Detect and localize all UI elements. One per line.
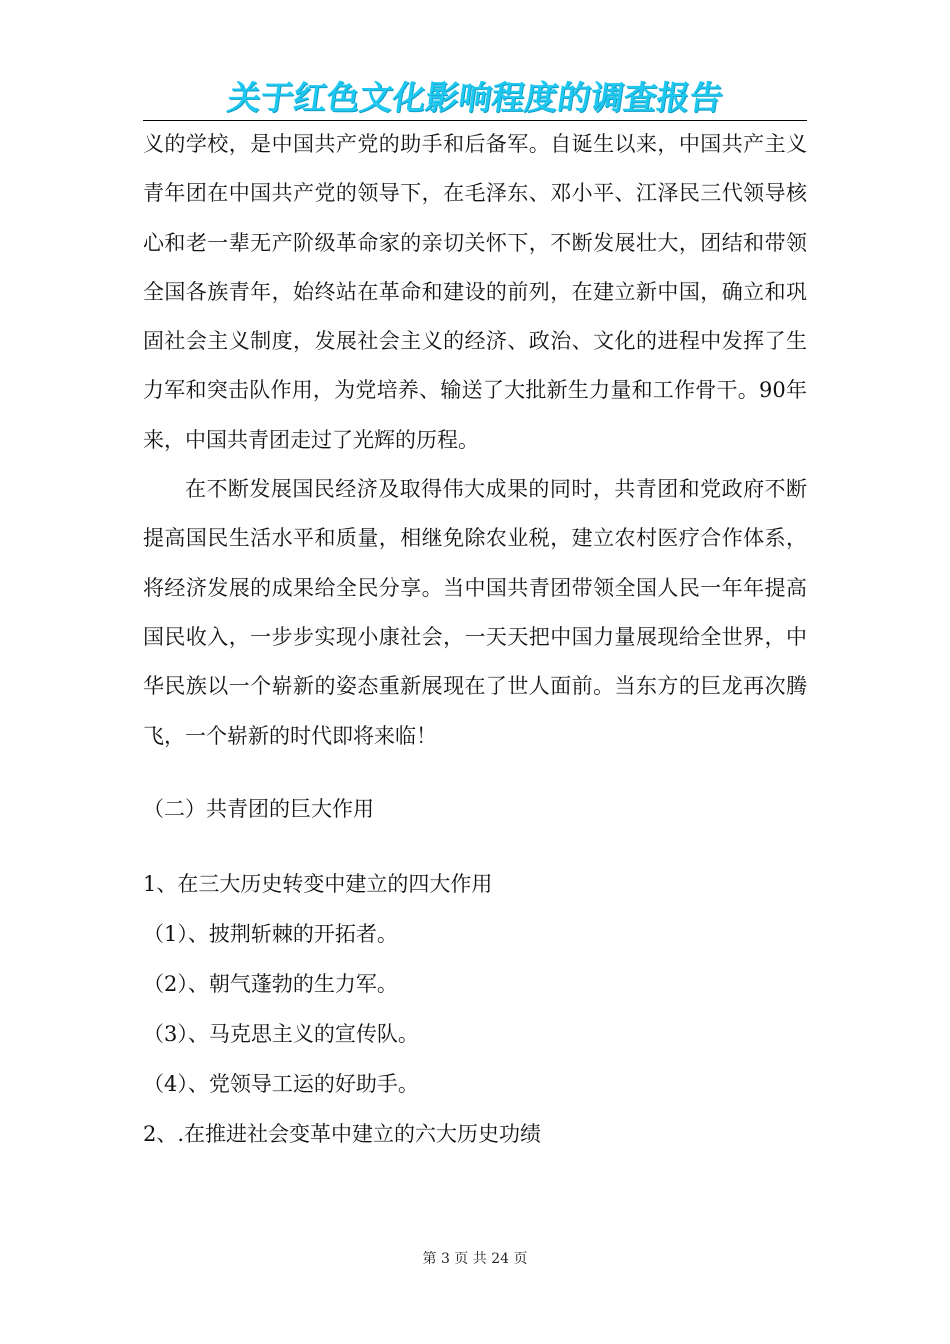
paragraph: 义的学校，是中国共产党的助手和后备军。自诞生以来，中国共产主义青年团在中国共产党的领导下，在毛泽东、邓小平、江泽民三代领导核心和老一辈无产阶级革命家的亲切关怀下，不断发展壮大，团结和带领全国各族青年，始终站在革命和建设的前列，在建立新中国，确立和巩固社会主义制度，发展社会主义的经济、政治、文化的进程中发挥了生力军和突击队作用，为党培养、输送了大批新生力量和工作骨干。90年来，中国共青团走过了光辉的历程。 — [143, 132, 807, 452]
document-title: 关于红色文化影响程度的调查报告 — [224, 78, 725, 117]
list-item: （3）、马克思主义的宣传队。 — [143, 1022, 419, 1046]
list-item: （1）、披荆斩棘的开拓者。 — [143, 922, 398, 946]
page-number: 第 3 页 共 24 页 — [422, 1251, 528, 1267]
paragraph: 在不断发展国民经济及取得伟大成果的同时，共青团和党政府不断提高国民生活水平和质量，相继免除农业税，建立农村医疗合作体系，将经济发展的成果给全民分享。当中国共青团带领全国人民一年年提高国民收入，一步步实现小康社会，一天天把中国力量展现给全世界，中华民族以一个崭新的姿态重新展现在了世人面前。当东方的巨龙再次腾飞，一个崭新的时代即将来临！ — [143, 477, 807, 748]
document-body — [143, 120, 807, 761]
list-item: （4）、党领导工运的好助手。 — [143, 1072, 419, 1096]
list-heading: 1、在三大历史转变中建立的四大作用 — [143, 872, 493, 896]
section-heading: （二）共青团的巨大作用 — [143, 797, 374, 821]
page-header — [143, 68, 807, 121]
list-heading: 2、.在推进社会变革中建立的六大历史功绩 — [143, 1122, 542, 1146]
list-item: （2）、朝气蓬勃的生力军。 — [143, 972, 398, 996]
